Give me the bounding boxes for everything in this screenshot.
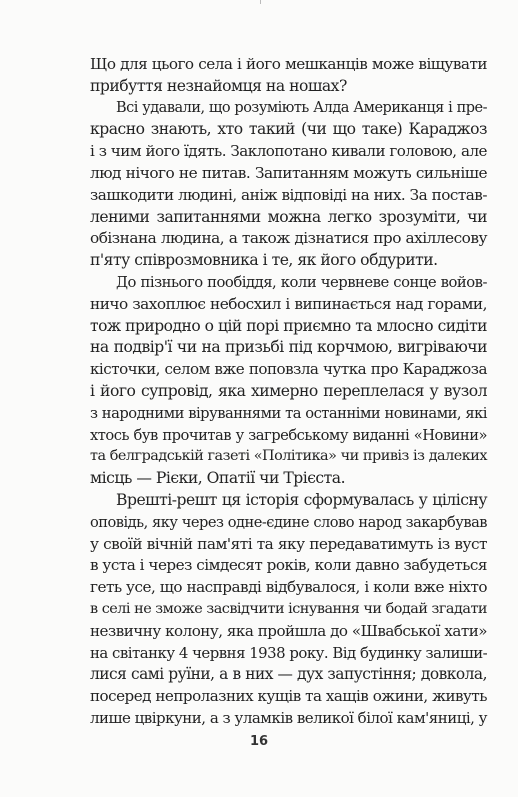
text-line: на світанку 4 червня 1938 року. Від будинку залиши- <box>90 643 488 662</box>
paragraph <box>90 490 487 730</box>
text-line: місць — Рієки, Опатії чи Трієста. <box>90 469 346 488</box>
text-line: та белградській газеті «Політика» чи привіз із далеких <box>90 448 487 465</box>
text-line: лише цвіркуни, а з уламків великої білої кам'яниці, у <box>90 708 487 727</box>
text-line: Всі удавали, що розуміють Алда Американця і пре- <box>116 99 487 116</box>
text-line: Врешті-решт ця історія сформувалась у цілісну <box>116 490 487 509</box>
text-line: на подвір'ї чи на призьбі під корчмою, вигріваючи <box>90 338 487 357</box>
text-line: тож природно о цій порі приємно та млосно сидіти <box>90 316 487 335</box>
text-line: Що для цього села і його мешканців може віщувати <box>90 55 487 73</box>
text-line: ничо захоплює небосхил і випинається над горами, <box>90 294 487 313</box>
text-line: і його супровід, яка химерно переплелася у вузол <box>90 381 487 400</box>
page-number: 16 <box>249 734 269 749</box>
text-line: зашкодити людині, аніж відповіді на них. За постав- <box>90 185 487 204</box>
text-line: геть усе, що насправді відбувалося, і коли вже ніхто <box>90 578 487 597</box>
text-line: леними запитаннями можна легко зрозуміти, чи <box>90 207 487 226</box>
text-line: кісточки, селом вже поповзла чутка про Караджоза <box>90 360 487 379</box>
page-edge-mark <box>260 0 261 4</box>
paragraph <box>90 54 487 98</box>
text-line: в уста і через сімдесят років, коли давно забудеться <box>90 556 487 575</box>
text-line: лися самі руїни, а в них — дух запустіння; довкола, <box>90 665 487 684</box>
text-line: і з чим його їдять. Заклопотано кивали головою, але <box>90 142 487 161</box>
text-line: незвичну колону, яка пройшла до «Швабської хати» <box>90 621 487 640</box>
paragraph <box>90 98 487 272</box>
body-text <box>90 54 487 730</box>
text-line: п'яту співрозмовника і те, як його обдурити. <box>90 251 438 270</box>
text-line: посеред непролазних кущів та хащів ожини, живуть <box>90 687 487 706</box>
text-line: прибуття незнайомця на ношах? <box>90 76 347 95</box>
text-line: хтось був прочитав у загребському виданні «Новини» <box>90 426 487 444</box>
text-line: красно знають, хто такий (чи що таке) Караджоз <box>90 120 487 139</box>
text-line: До пізнього пообіддя, коли червневе сонце войов- <box>116 273 487 291</box>
text-line: в селі не зможе засвідчити існування чи бодай згадати <box>90 600 487 617</box>
text-line: люд нічого не питав. Запитанням можуть сильніше <box>90 163 487 182</box>
paragraph <box>90 272 487 490</box>
text-line: з народними віруваннями та останніми новинами, які <box>90 404 487 422</box>
text-line: оповідь, яку через одне-єдине слово народ закарбував <box>90 513 487 531</box>
text-line: у своїй вічній пам'яті та яку передаватимуть із вуст <box>90 534 487 553</box>
text-line: обізнана людина, а також дізнатися про ахіллесову <box>90 229 487 248</box>
